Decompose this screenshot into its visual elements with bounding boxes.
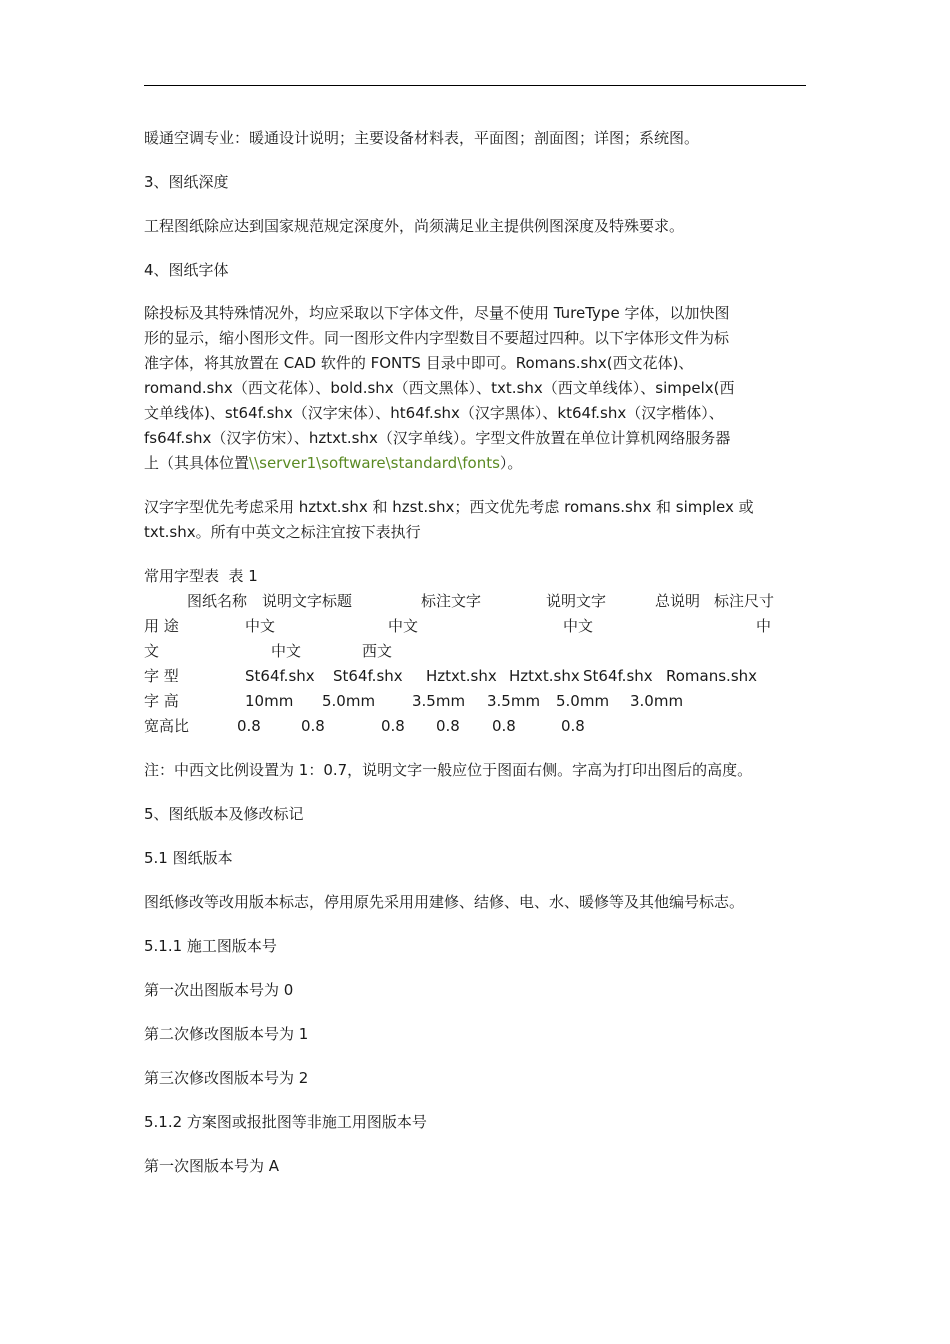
table-cell: 0.8 <box>237 717 261 735</box>
s4-para1-line2: 形的显示，缩小图形文件。同一图形文件内字型数目不要超过四种。以下字体形文件为标 <box>144 329 730 347</box>
s4-para2-line2: txt.shx。所有中英文之标注宜按下表执行 <box>144 523 421 541</box>
section-5-1-2-heading: 5.1.2 方案图或报批图等非施工用图版本号 <box>144 1113 427 1131</box>
table-cell: 3.0mm <box>630 692 684 710</box>
table-header-cell: 图纸名称 <box>187 592 248 610</box>
table-cell: 0.8 <box>301 717 325 735</box>
table-cell: 中文 <box>563 617 594 635</box>
section-3-body: 工程图纸除应达到国家规范规定深度外，尚须满足业主提供例图深度及特殊要求。 <box>144 217 685 235</box>
table-cell: 0.8 <box>561 717 585 735</box>
table-cell: Hztxt.shx <box>426 667 497 685</box>
table-cell: 5.0mm <box>322 692 376 710</box>
table-cell: 0.8 <box>381 717 405 735</box>
table-cell: 0.8 <box>436 717 460 735</box>
table-cell: Romans.shx <box>666 667 758 685</box>
fonts-path-link[interactable]: \\server1\software\standard\fonts <box>249 454 500 472</box>
s4-para2-line1: 汉字字型优先考虑采用 hztxt.shx 和 hzst.shx；西文优先考虑 romans.shx 和 simplex 或 <box>144 498 754 516</box>
version-1-line: 第二次修改图版本号为 1 <box>144 1025 309 1043</box>
table-header-cell: 标注尺寸 <box>714 592 775 610</box>
section-5-1-heading: 5.1 图纸版本 <box>144 849 233 867</box>
table-header-cell: 说明文字 <box>546 592 607 610</box>
section-5-1-1-heading: 5.1.1 施工图版本号 <box>144 937 277 955</box>
table-header-cell: 总说明 <box>655 592 701 610</box>
s4-para1-line3: 准字体，将其放置在 CAD 软件的 FONTS 目录中即可。Romans.shx(西文花体)、 <box>144 354 694 372</box>
table-cell: 3.5mm <box>412 692 466 710</box>
table-cell: St64f.shx <box>583 667 653 685</box>
s4-para1-line7-pre: 上（其具体位置 <box>144 454 250 472</box>
table-cell: 3.5mm <box>487 692 541 710</box>
version-2-line: 第三次修改图版本号为 2 <box>144 1069 309 1087</box>
table-header-cell: 说明文字标题 <box>262 592 353 610</box>
s4-para1-line7-post: ）。 <box>499 454 523 472</box>
version-a-line: 第一次图版本号为 A <box>144 1157 280 1175</box>
s4-para1-line7 <box>144 453 522 473</box>
table-cell: 中 <box>756 617 772 635</box>
table-row-label: 宽高比 <box>144 717 190 735</box>
header-rule <box>144 85 806 86</box>
table-note: 注：中西文比例设置为 1：0.7，说明文字一般应位于图面右侧。字高为打印出图后的高度。 <box>144 761 753 779</box>
table-cell: St64f.shx <box>333 667 403 685</box>
s4-para1-line6: fs64f.shx（汉字仿宋）、hztxt.shx（汉字单线）。字型文件放置在单位计算机网络服务器 <box>144 429 731 447</box>
table-cell: 西文 <box>362 642 393 660</box>
table-cell: 中文 <box>271 642 302 660</box>
table-cell: St64f.shx <box>245 667 315 685</box>
table-cell: 5.0mm <box>556 692 610 710</box>
table-cell: 0.8 <box>492 717 516 735</box>
table-row-label: 用 途 <box>144 617 179 635</box>
table-cell: 中文 <box>388 617 419 635</box>
s4-para1-line5: 文单线体)、st64f.shx（汉字宋体）、ht64f.shx（汉字黑体）、kt64f.shx（汉字楷体）、 <box>144 404 724 422</box>
section-4-heading: 4、图纸字体 <box>144 261 229 279</box>
section-3-heading: 3、图纸深度 <box>144 173 229 191</box>
hvac-line: 暖通空调专业：暖通设计说明；主要设备材料表，平面图；剖面图；详图；系统图。 <box>144 129 700 147</box>
table-header-cell: 标注文字 <box>421 592 482 610</box>
version-0-line: 第一次出图版本号为 0 <box>144 981 294 999</box>
table-cell: 10mm <box>245 692 294 710</box>
table-cell: 中文 <box>245 617 276 635</box>
section-5-1-body: 图纸修改等改用版本标志，停用原先采用用建修、结修、电、水、暖修等及其他编号标志。 <box>144 893 745 911</box>
table-cell: 文 <box>144 642 160 660</box>
table-caption: 常用字型表 表 1 <box>144 567 258 585</box>
table-cell: Hztxt.shx <box>509 667 580 685</box>
table-row-label: 字 型 <box>144 667 179 685</box>
section-5-heading: 5、图纸版本及修改标记 <box>144 805 304 823</box>
s4-para1-line4: romand.shx（西文花体）、bold.shx（西文黑体）、txt.shx（西文单线体）、simpelx(西 <box>144 379 735 397</box>
table-row-label: 字 高 <box>144 692 179 710</box>
s4-para1-line1: 除投标及其特殊情况外，均应采取以下字体文件，尽量不使用 TureType 字体，以加快图 <box>144 304 730 322</box>
